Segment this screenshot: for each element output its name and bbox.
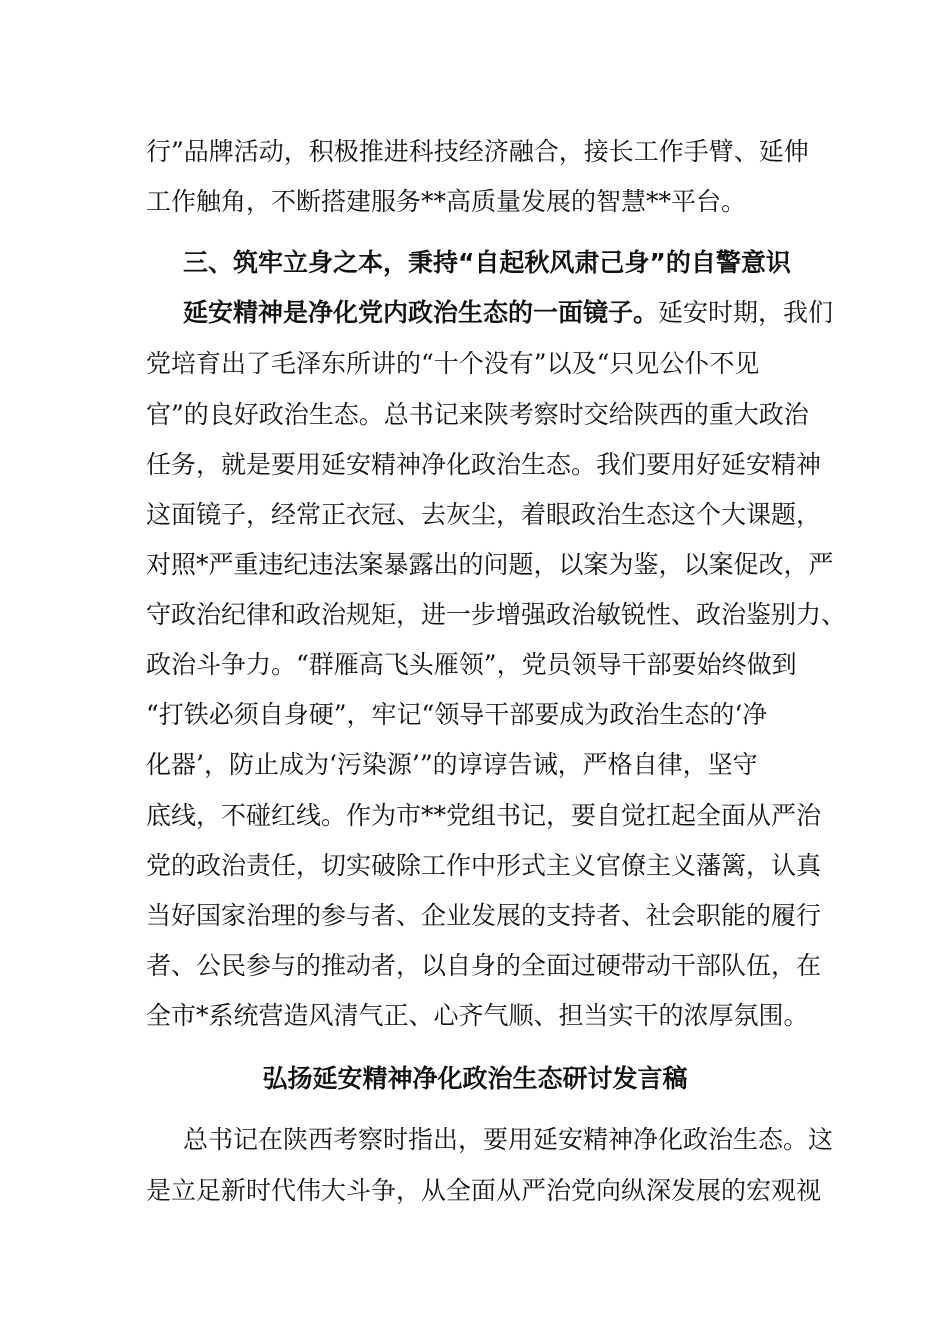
paragraph-line: 党的政治责任，切实破除工作中形式主义官僚主义藩篱，认真 (146, 851, 822, 880)
paragraph-line: 任务，就是要用延安精神净化政治生态。我们要用好延安精神 (146, 450, 822, 479)
paragraph-line: 全市*系统营造风清气正、心齐气顺、担当实干的浓厚氛围。 (146, 1001, 809, 1030)
paragraph-text: 延安时期，我们 (658, 298, 834, 327)
paragraph-line: 是立足新时代伟大斗争，从全面从严治党向纵深发展的宏观视 (146, 1176, 822, 1205)
paragraph-line: 底线，不碰红线。作为市**党组书记，要自觉扛起全面从严治 (146, 801, 822, 830)
document-title: 弘扬延安精神净化政治生态研讨发言稿 (262, 1064, 688, 1093)
paragraph-line: 当好国家治理的参与者、企业发展的支持者、社会职能的履行 (146, 901, 822, 930)
paragraph-line: 总书记在陕西考察时指出，要用延安精神净化政治生态。这 (183, 1125, 834, 1154)
paragraph-line: 化器’，防止成为‘污染源’”的谆谆告诫，严格自律，坚守 (146, 750, 758, 779)
paragraph-line: 这面镜子，经常正衣冠、去灰尘，着眼政治生态这个大课题， (146, 500, 822, 529)
paragraph-line: 者、公民参与的推动者，以自身的全面过硬带动干部队伍，在 (146, 951, 822, 980)
section-heading: 三、筑牢立身之本，秉持“自起秋风肃己身”的自警意识 (183, 248, 791, 277)
paragraph-line: 党培育出了毛泽东所讲的“十个没有”以及“只见公仆不见 (146, 349, 760, 378)
lead-sentence: 延安精神是净化党内政治生态的一面镜子。 (183, 298, 659, 327)
paragraph-line: 行”品牌活动，积极推进科技经济融合，接长工作手臂、延伸 (146, 137, 809, 166)
paragraph-line (183, 297, 833, 329)
paragraph-line: 对照*严重违纪违法案暴露出的问题，以案为鉴，以案促改，严 (146, 550, 834, 579)
paragraph-line: 守政治纪律和政治规矩，进一步增强政治敏锐性、政治鉴别力、 (146, 600, 847, 629)
paragraph-line: 官”的良好政治生态。总书记来陕考察时交给陕西的重大政治 (146, 400, 809, 429)
paragraph-line: 政治斗争力。“群雁高飞头雁领”，党员领导干部要始终做到 (146, 650, 797, 679)
paragraph-line: “打铁必须自身硬”，牢记“领导干部要成为政治生态的‘净 (146, 700, 768, 729)
paragraph-line: 工作触角，不断搭建服务**高质量发展的智慧**平台。 (146, 187, 747, 216)
